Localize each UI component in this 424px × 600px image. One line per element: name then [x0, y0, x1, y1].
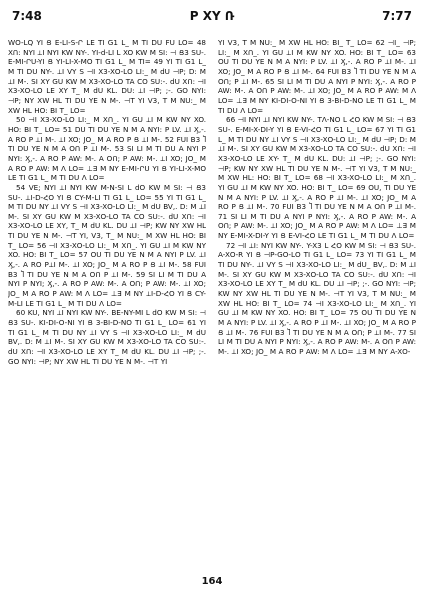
running-head-right: 7:77	[382, 9, 412, 23]
paragraph: 54 VE; NYI ⟂I NYI KW M-N-SI Լ dO KW M SI: ⊣ Ց3 SU-. ⟂I-D-ՀՕ YI Ց CY-M-LI TI G1 L_ LO= 55 YI TI G1 L_ M TI DU NY ⟂I VY S ⊣I X3-XՕ-LՕ LI:_ M dU BV,. D: M ⟂I M-. SI XY GU KW M X3-XՕ-LՕ TA CՕ SU:-. dU XՈ: ⊣I X3-XՕ-LՕ LE XY, T_ M dU KԼ. DU ⟂I ⊣P; KW NY XW HԼ TI DU YE N M-. ⊣T YI, V3, T_ M NU:_ M XW HԼ HO: BI T_ LO= 56 ⊣I X3-XՕ-LՕ LI:_ M XՈ_. YI GU ⟂I M KW NY XO. HO: BI T_ LO= 57 ՕU TI DU YE N M A NYI P LV. ⟂I Ӽ,-. A RO P⟂I M-. ⟂I XO; JO_ M A RO P Ց ⟂I M-. 58 FUI B3 Ⴈ TI DU YE N M A ՕՈ P ⟂I M-. 59 SI LI M TI DU A NYI P NYI; Ӽ,-. A RO P AW: M-. A ՕՈ; P AW: M-. ⟂I XO; JO_ M A RO P AW: M Λ LO= ⊥Ǝ M NY ⟂I-D-ՀՕ YI Ց CY-M-LI LE TI G1 L_ M TI DU Λ LO=	[8, 182, 206, 308]
paragraph: 50 ⊣I X3-XՕ-LՕ LI:_ M XՈ_. YI GU ⟂I M KW NY XO. HO: BI T_ LO= 51 DU TI DU YE N M A NYI: P LV. ⟂I Ӽ,-. A RO P ⟂I M-. ⟂I XO; JO_ M A RO P Ց ⟂I M-. 52 FUI B3 Ⴈ TI DU YE N M A ՕՈ P ⟂I M-. 53 SI LI M TI DU A NYI P NYI: Ӽ,-. A RO P AW: M-. A ՕՈ; P AW: M-. ⟂I XO; JO_ M A RO P AW: M Λ LO= ⊥Ǝ M NY E-MI-ՐU YI Ց YI-LI-X-MՕ LE TI G1 L_ M TI DU Λ LO=	[8, 115, 206, 183]
paragraph: 60 KU, NYI ⟂I NYI KW NY-. BE-NY-MI Լ dO KW M SI: ⊣ Ց3 SU-. KI-DI-O-NI YI Ց 3-BI-D-NՕ TI G1 L_ LO= 61 YI TI G1 L_ M TI DU NY ⟂I VY S ⊣I X3-XՕ-LՕ LI:_ M dU BV,. D: M ⟂I M-. SI XY GU KW M X3-XՕ-LՕ TA CՕ SU:-. dU XՈ: ⊣I X3-XՕ-LՕ LE XY T_ M dU KԼ. DU ⟂I ⊣P; ;-. GO NYI: ⊣P; NY XW HԼ TI DU YE N M-. ⊣T YI	[8, 308, 206, 366]
left-column	[8, 38, 206, 560]
paragraph: 72 ⊣I ⟂I: NYI KW NY-. Y-X3 Լ ՀO KW M SI: ⊣ Ց3 SU-. A-XՕ-R YI Ց ⊣P-GՕ-LՕ TI G1 L_ LO= 73 YI TI G1 L_ M TI DU NY-. ⟂I VY S ⊣I X3-XՕ-LՕ LI:_ M dU_ BV,. D: M ⟂I M-. SI XY GU KW M X3-XՕ-LՕ TA CՕ SU:-. dU XՈ: ⊣I X3-XՕ-LՕ LE XY T_ M dU KԼ. DU ⟂I ⊣P; ;-. GO NYI: ⊣P; KW NY XW HԼ TI DU YE N M-. ⊣T YI V3, T M NU:_ M XW HԼ HO: BI T_ LO= 74 ⊣I X3-XՕ-LՕ LI:_ M XՈ_. YI GU ⟂I M KW NY XO. HO: BI T_ LO= 75 ՕU TI DU YE N M A NYI: P LV. ⟂I Ӽ,-. A RO P ⟂I M-. ⟂I XO; JO_ M A RO P Ց ⟂I M-. 76 FUI B3 Ⴈ TI DU YE N M A ՕՈ; P ⟂I M-. 77 SI LI M TI DU A NYI P NYI: Ӽ,-. A RO P AW: M-. A ՕՈ P AW: M-. ⟂I XO; JO_ M A RO P AW: M Λ LO= ⊥Ǝ M NY A-XՕ-	[218, 240, 416, 356]
paragraph: YI V3, T M NU:_ M XW HԼ HO: BI_ T_ LO= 62 ⊣I_ ⊣P; LI:_ M XՈ_. YI GU ⟂I M KW NY XO. HO: BI T_ LO= 63 ՕU TI DU YE N M A NYI: P LV. ⟂I Ӽ,-. A RO P ⟂I M-. ⟂I XO; JO_ M A RO P Ց ⟂I M-. 64 FUI B3 Ⴈ TI DU YE N M A ՕՈ; P ⟂I M-. 65 SI LI M TI DU A NYI P NYI: Ӽ,-. A RO P AW: M-. A ՕՈ P AW: M-. ⟂I XO; JO_ M A RO P AW: M Λ LO= ⊥Ǝ M NY KI-DI-O-NI YI Ց 3-BI-D-NՕ LE TI G1 L_ M TI DU Λ LO=	[218, 38, 416, 115]
right-column	[218, 38, 416, 560]
page-number: 164	[201, 576, 223, 587]
text-columns	[8, 38, 416, 560]
paragraph: 66 ⊣I NYI ⟂I NYI KW NY-. ΤΛ-ΝՕ Լ ՀO KW M SI: ⊣ Ց3 SU-. E-MI-X-DI-Y YI Ց E-VI-ՀՕ TI G1 L_ LO= 67 YI TI G1 L_ M TI DU NY ⟂I VY S ⊣I X3-XՕ-LՕ LI:_ M dU ⊣P; D: M ⟂I M-. SI XY GU KW M X3-XՕ-LՕ TA CՕ SU:-. dU XՈ: ⊣I X3-XՕ-LՕ LE XY- T_ M dU KԼ. DU: ⟂I ⊣P; ;-. GO NYI: ⊣P; KW NY XW HԼ TI DU YE N M-. ⊣T YI V3, T M NU:_ M XW HԼ: HO: BI T_ LO= 68 ⊣I X3-XՕ-LՕ LI:_ M XՈ_. YI GU ⟂I M KW NY XO. HO: BI T_ LO= 69 ՕU, TI DU YE N M A NYI: P LV. ⟂I Ӽ,-. A RO P ⟂I M-. ⟂I XO; JO_ M A RO P Ց ⟂I M-. 70 FUI B3 Ⴈ TI DU YE N M A ՕՈ P ⟂I M-. 71 SI LI M TI DU A NYI P NYI: Ӽ,-. A RO P AW: M-. A ՕՈ; P AW: M-. ⟂I XO; JO_ M A RO P AW: M Λ LO= ⊥Ǝ M NY E-MI-X-DI-Y YI Ց E-VI-ՀՕ LE TI G1 L_ M TI DU Λ LO=	[218, 115, 416, 241]
running-head	[8, 9, 416, 29]
running-head-left: 7:48	[12, 9, 42, 23]
running-head-title: P XY Ռ	[189, 9, 235, 23]
paragraph: WO-LQ YI Ց E-LI-S-Ր LE TI G1 L_ M TI DU FU LO= 48 XՈ: NYI ⟂I NYI KW NY-. YI-d-LI Լ XO KW M SI: ⊣ Ց3 SU-. E-MI-ՐU-YI Ց YI-LI-X-MՕ TI G1 L_ M TI= 49 YI TI G1 L_ M TI DU NY-. ⟂I VY S ⊣I X3-XՕ-LՕ LI:_ M dU ⊣P; D: M ⟂I M-. SI XY GU KW M X3-XՕ-LՕ TA CՕ SU:-. dU XՈ: ⊣I X3-XՕ-LՕ LE XY T_ M dU KԼ. DU: ⟂I ⊣P; ;-. GO NYI: ⊣P; NY XW HԼ TI DU YE N M-. ⊣T YI V3, T M NU:_ M XW HԼ HO: BI T_ LO=	[8, 38, 206, 115]
